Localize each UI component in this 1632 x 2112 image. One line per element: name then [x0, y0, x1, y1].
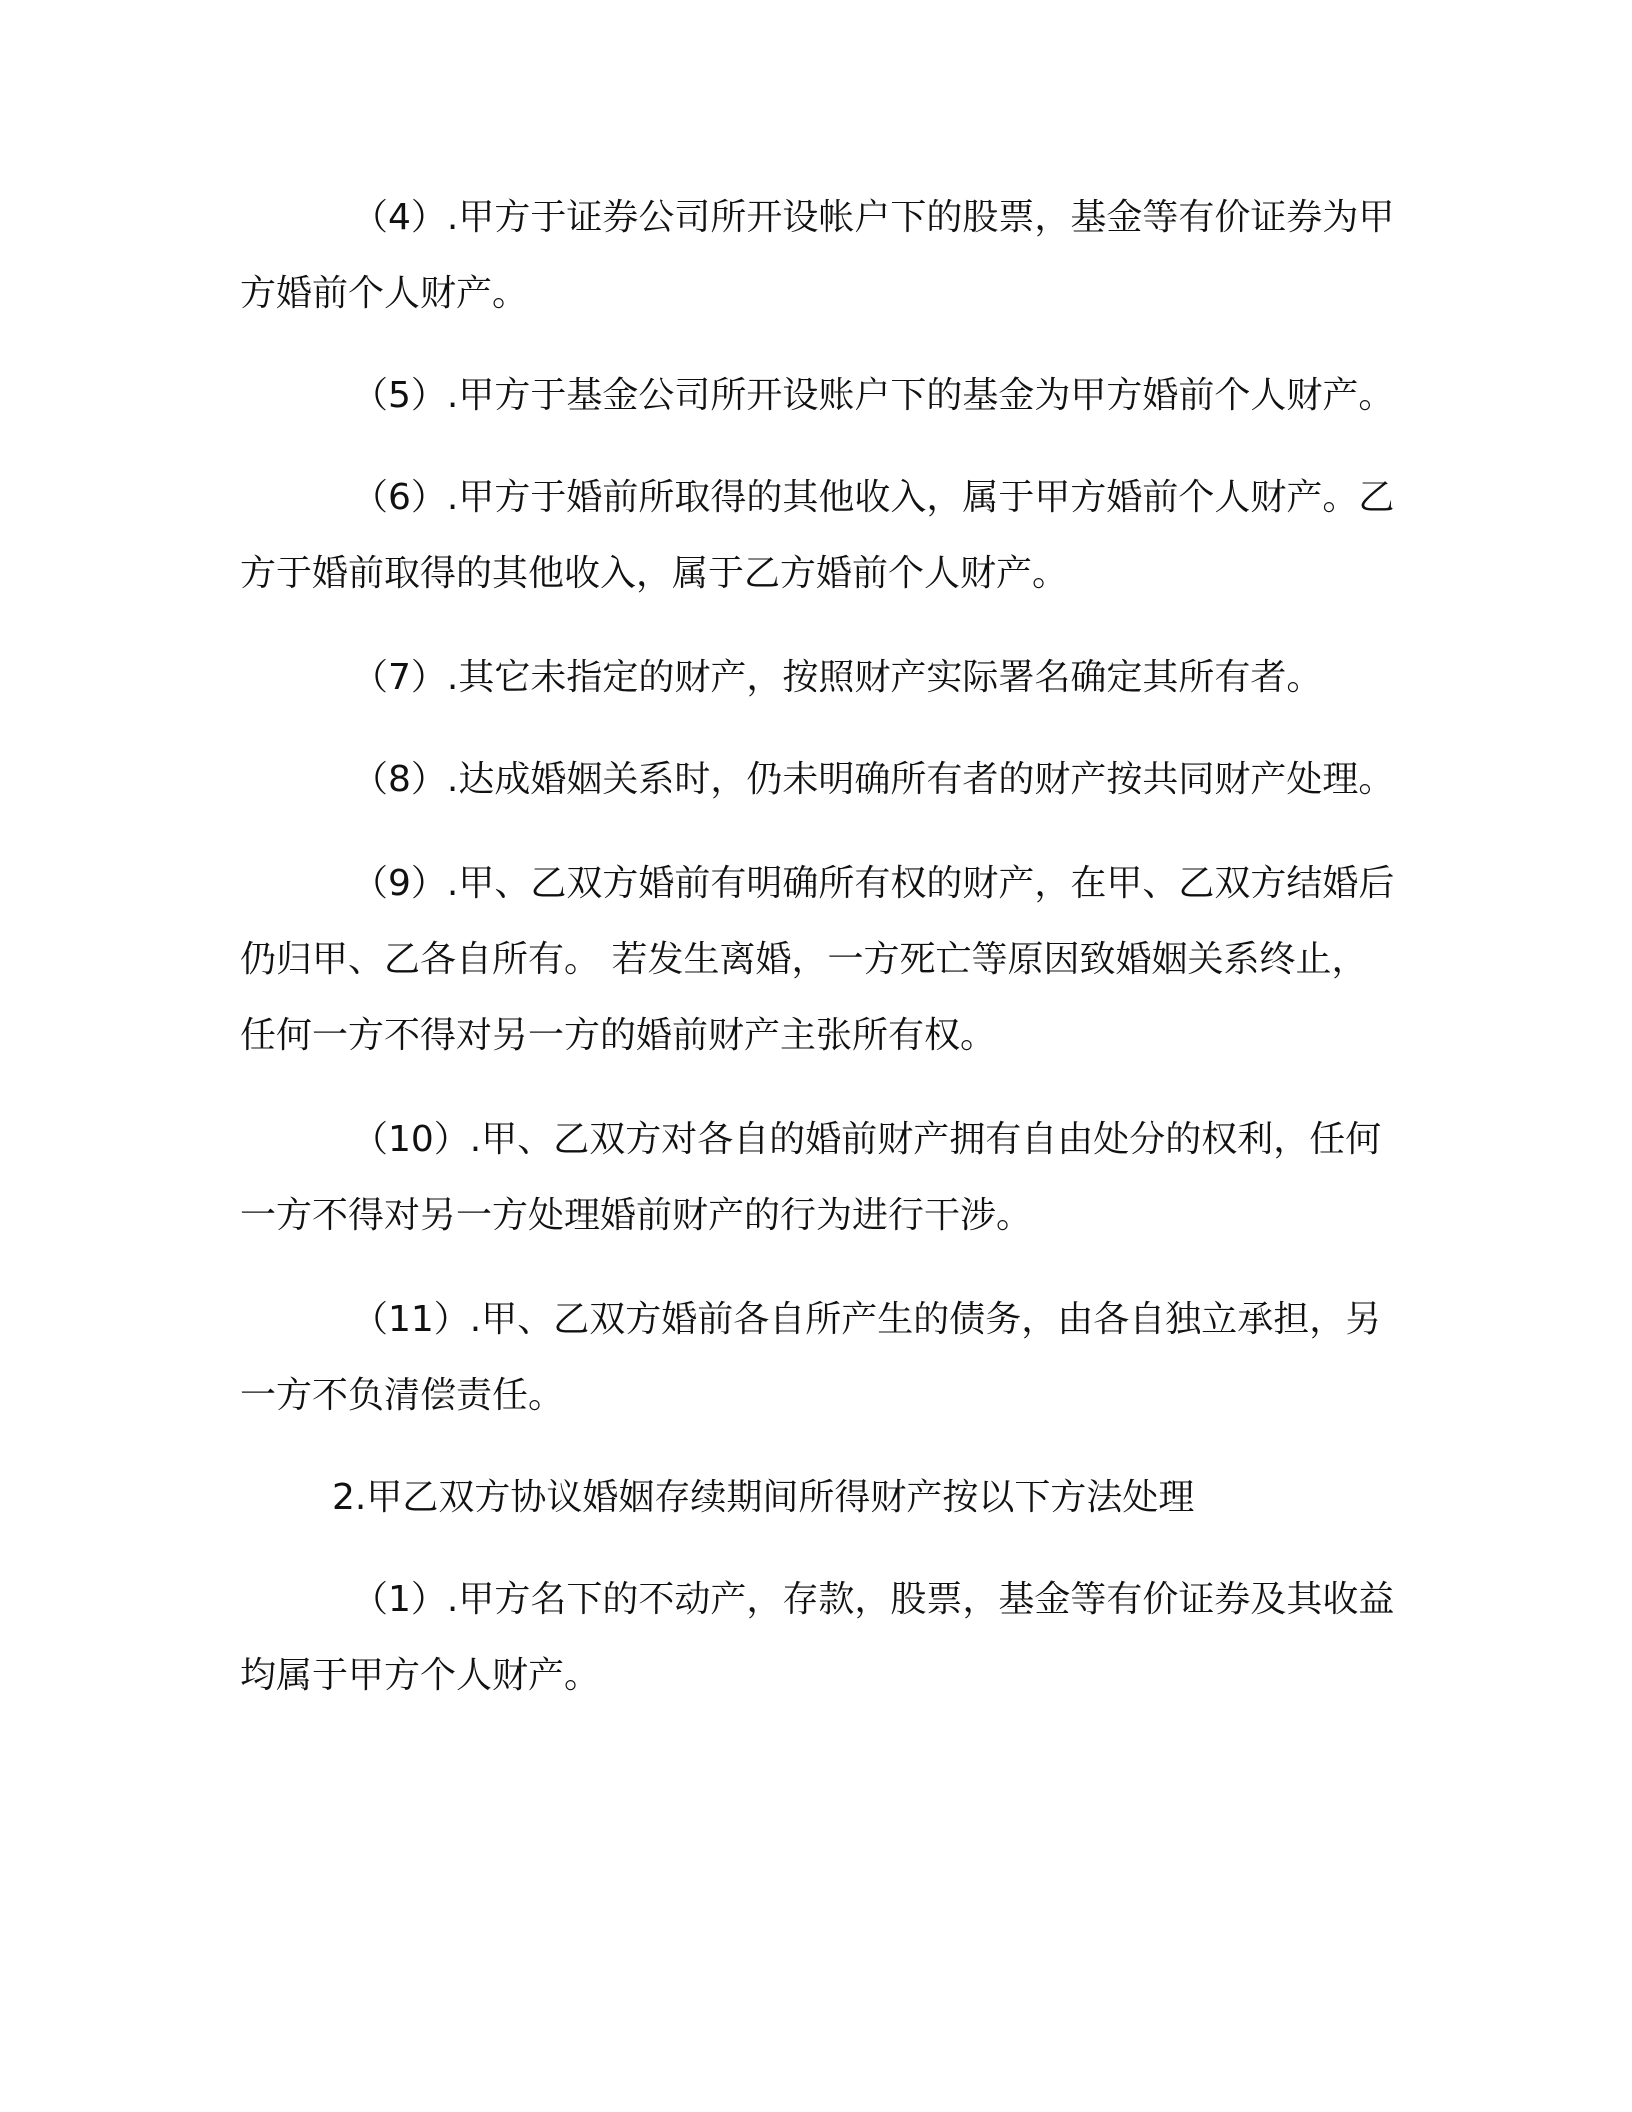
paragraph-7: （7）.其它未指定的财产，按照财产实际署名确定其所有者。: [352, 657, 1323, 698]
paragraph-4: （4）.甲方于证券公司所开设帐户下的股票，基金等有价证券为甲方婚前个人财产。: [240, 197, 1395, 314]
paragraph-8: （8）.达成婚姻关系时，仍未明确所有者的财产按共同财产处理。: [352, 759, 1395, 800]
paragraph-6: （6）.甲方于婚前所取得的其他收入，属于甲方婚前个人财产。乙方于婚前取得的其他收入，属于乙方婚前个人财产。: [240, 477, 1395, 594]
paragraph-10: （10）.甲、乙双方对各自的婚前财产拥有自由处分的权利，任何一方不得对另一方处理婚前财产的行为进行干涉。: [240, 1119, 1382, 1236]
paragraph-2-1: （1）.甲方名下的不动产，存款，股票，基金等有价证券及其收益均属于甲方个人财产。: [240, 1579, 1395, 1696]
paragraph-5: （5）.甲方于基金公司所开设账户下的基金为甲方婚前个人财产。: [352, 375, 1395, 416]
paragraph-11: （11）.甲、乙双方婚前各自所产生的债务，由各自独立承担，另一方不负清偿责任。: [240, 1299, 1382, 1416]
section-heading-2: 2.甲乙双方协议婚姻存续期间所得财产按以下方法处理: [332, 1477, 1195, 1518]
paragraph-9: （9）.甲、乙双方婚前有明确所有权的财产，在甲、乙双方结婚后仍归甲、乙各自所有。 若发生离婚，一方死亡等原因致婚姻关系终止，任何一方不得对另一方的婚前财产主张所有权。: [240, 863, 1395, 1056]
